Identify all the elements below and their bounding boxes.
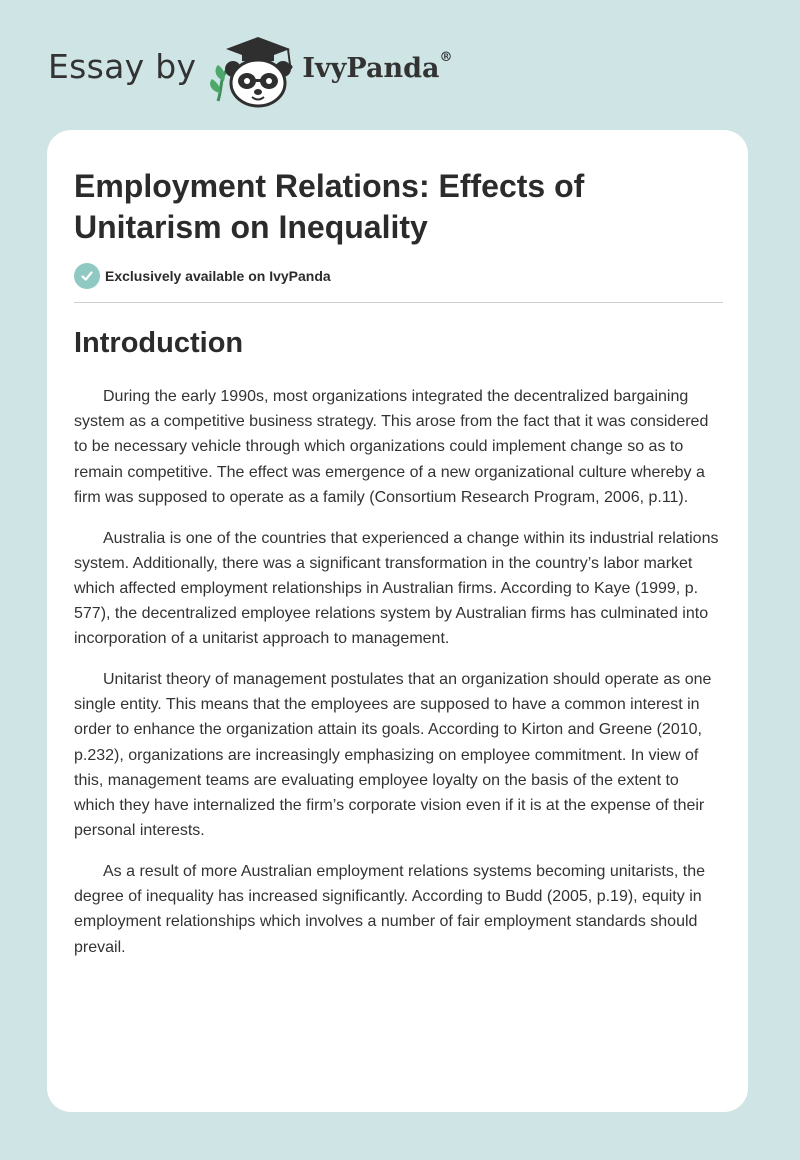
divider	[74, 302, 723, 303]
article-card	[47, 130, 748, 1112]
article-body	[74, 384, 724, 975]
exclusive-badge	[74, 263, 331, 289]
paragraph: Unitarist theory of management postulates that an organization should operate as one single entity. This means that the employees are supposed to have a common interest in order to enhance the organization attain its goals. According to Kirton and Greene (2010, p.232), organizations are increasingly emphasizing on employee commitment. In view of this, management teams are evaluating employee loyalty on the basis of the extent to which they have internalized the firm’s corporate vision even if it is at the expense of their personal interests.	[74, 671, 712, 840]
section-title: Introduction	[74, 327, 244, 359]
exclusive-badge-label: Exclusively available on IvyPanda	[105, 268, 331, 284]
panda-mascot-icon	[208, 31, 296, 109]
registered-mark: ®	[439, 49, 453, 65]
paragraph: As a result of more Australian employment relations systems becoming unitarists, the degree of inequality has increased significantly. According to Budd (2005, p.19), equity in employment relationships which involves a number of fair employment standards should prevail.	[74, 862, 706, 956]
paragraph: Australia is one of the countries that experienced a change within its industrial relations system. Additionally, there was a significant transformation in the country’s labor market which affected employment relationships in Australian firms. According to Kaye (1999, p. 577), the decentralized employee relations system by Australian firms has culminated into incorporation of a unitarist approach to management.	[74, 529, 719, 648]
article-title: Employment Relations: Effects of Unitarism on Inequality	[74, 168, 585, 245]
essay-by-label: Essay by	[48, 46, 197, 86]
checkmark-icon	[74, 263, 100, 289]
paragraph: During the early 1990s, most organizations integrated the decentralized bargaining system as a competitive business strategy. This arose from the fact that it was considered to be necessary vehicle through which organizations could implement change so as to remain competitive. The effect was emergence of a new organizational culture whereby a firm was supposed to operate as a family (Consortium Research Program, 2006, p.11).	[74, 388, 709, 506]
site-header	[48, 30, 452, 110]
brand-name: IvyPanda®	[302, 49, 453, 84]
ivypanda-logo[interactable]	[208, 31, 452, 109]
